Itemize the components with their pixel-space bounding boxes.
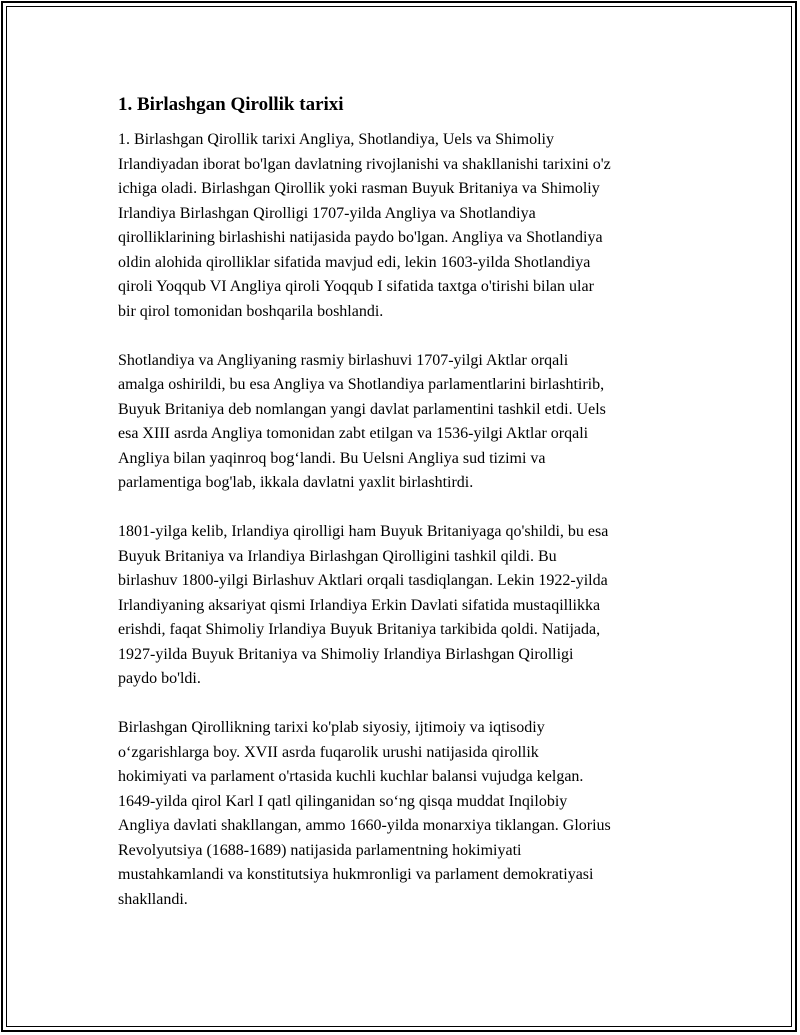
paragraph-3 [118,520,698,692]
text-line: Angliya davlati shakllangan, ammo 1660-yilda monarxiya tiklangan. Glorius [118,817,611,834]
text-line: 1649-yilda qirol Karl I qatl qilinganidan so‘ng qisqa muddat Inqilobiy [118,792,568,810]
text-line: Irlandiyadan iborat bo'lgan davlatning rivojlanishi va shakllanishi tarixini o'z [118,155,611,173]
paragraph-2 [118,349,698,496]
text-line: Revolyutsiya (1688-1689) natijasida parlamentning hokimiyati [118,841,522,859]
paragraph-4 [118,716,698,912]
text-line: ichiga oladi. Birlashgan Qirollik yoki rasman Buyuk Britaniya va Shimoliy [118,180,600,197]
text-line: shakllandi. [118,890,188,908]
text-line: qiroli Yoqqub VI Angliya qiroli Yoqqub I sifatida taxtga o'tirishi bilan ular [118,278,594,295]
text-line: paydo bo'ldi. [118,670,201,687]
text-line: 1927-yilda Buyuk Britaniya va Shimoliy Irlandiya Birlashgan Qirolligi [118,645,574,663]
text-line: parlamentiga bog'lab, ikkala davlatni yaxlit birlashtirdi. [118,474,474,491]
text-line: erishdi, faqat Shimoliy Irlandiya Buyuk Britaniya tarkibida qoldi. Natijada, [118,621,601,638]
text-line: Irlandiyaning aksariyat qismi Irlandiya Erkin Davlati sifatida mustaqillikka [118,596,601,614]
paragraph-1 [118,128,698,324]
text-line: bir qirol tomonidan boshqarila boshlandi. [118,302,384,320]
text-line: amalga oshirildi, bu esa Angliya va Shotlandiya parlamentlarini birlashtirib, [118,376,605,393]
text-line: Angliya bilan yaqinroq bog‘landi. Bu Uelsni Angliya sud tizimi va [118,449,546,467]
text-line: o‘zgarishlarga boy. XVII asrda fuqarolik urushi natijasida qirollik [118,743,539,761]
text-line: 1801-yilga kelib, Irlandiya qirolligi ham Buyuk Britaniyaga qo'shildi, bu esa [118,523,609,540]
text-line: esa XIII asrda Angliya tomonidan zabt etilgan va 1536-yilgi Aktlar orqali [118,425,589,442]
text-line: hokimiyati va parlament o'rtasida kuchli kuchlar balansi vujudga kelgan. [118,768,584,785]
text-line: Shotlandiya va Angliyaning rasmiy birlashuvi 1707-yilgi Aktlar orqali [118,351,569,369]
text-line: Buyuk Britaniya va Irlandiya Birlashgan Qirolligini tashkil qildi. Bu [118,547,557,565]
text-line: oldin alohida qirolliklar sifatida mavjud edi, lekin 1603-yilda Shotlandiya [118,253,591,271]
text-line: 1. Birlashgan Qirollik tarixi Angliya, Shotlandiya, Uels va Shimoliy [118,131,554,148]
text-line: birlashuv 1800-yilgi Birlashuv Aktlari orqali tasdiqlangan. Lekin 1922-yilda [118,572,608,589]
document-body [118,92,698,937]
text-line: mustahkamlandi va konstitutsiya hukmronligi va parlament demokratiyasi [118,866,594,883]
text-line: qirolliklarining birlashishi natijasida paydo bo'lgan. Angliya va Shotlandiya [118,229,603,246]
text-line: Birlashgan Qirollikning tarixi ko'plab siyosiy, ijtimoiy va iqtisodiy [118,719,545,736]
text-line: Irlandiya Birlashgan Qirolligi 1707-yilda Angliya va Shotlandiya [118,204,536,222]
section-heading: 1. Birlashgan Qirollik tarixi [118,94,344,115]
text-line: Buyuk Britaniya deb nomlangan yangi davlat parlamentini tashkil etdi. Uels [118,400,606,418]
